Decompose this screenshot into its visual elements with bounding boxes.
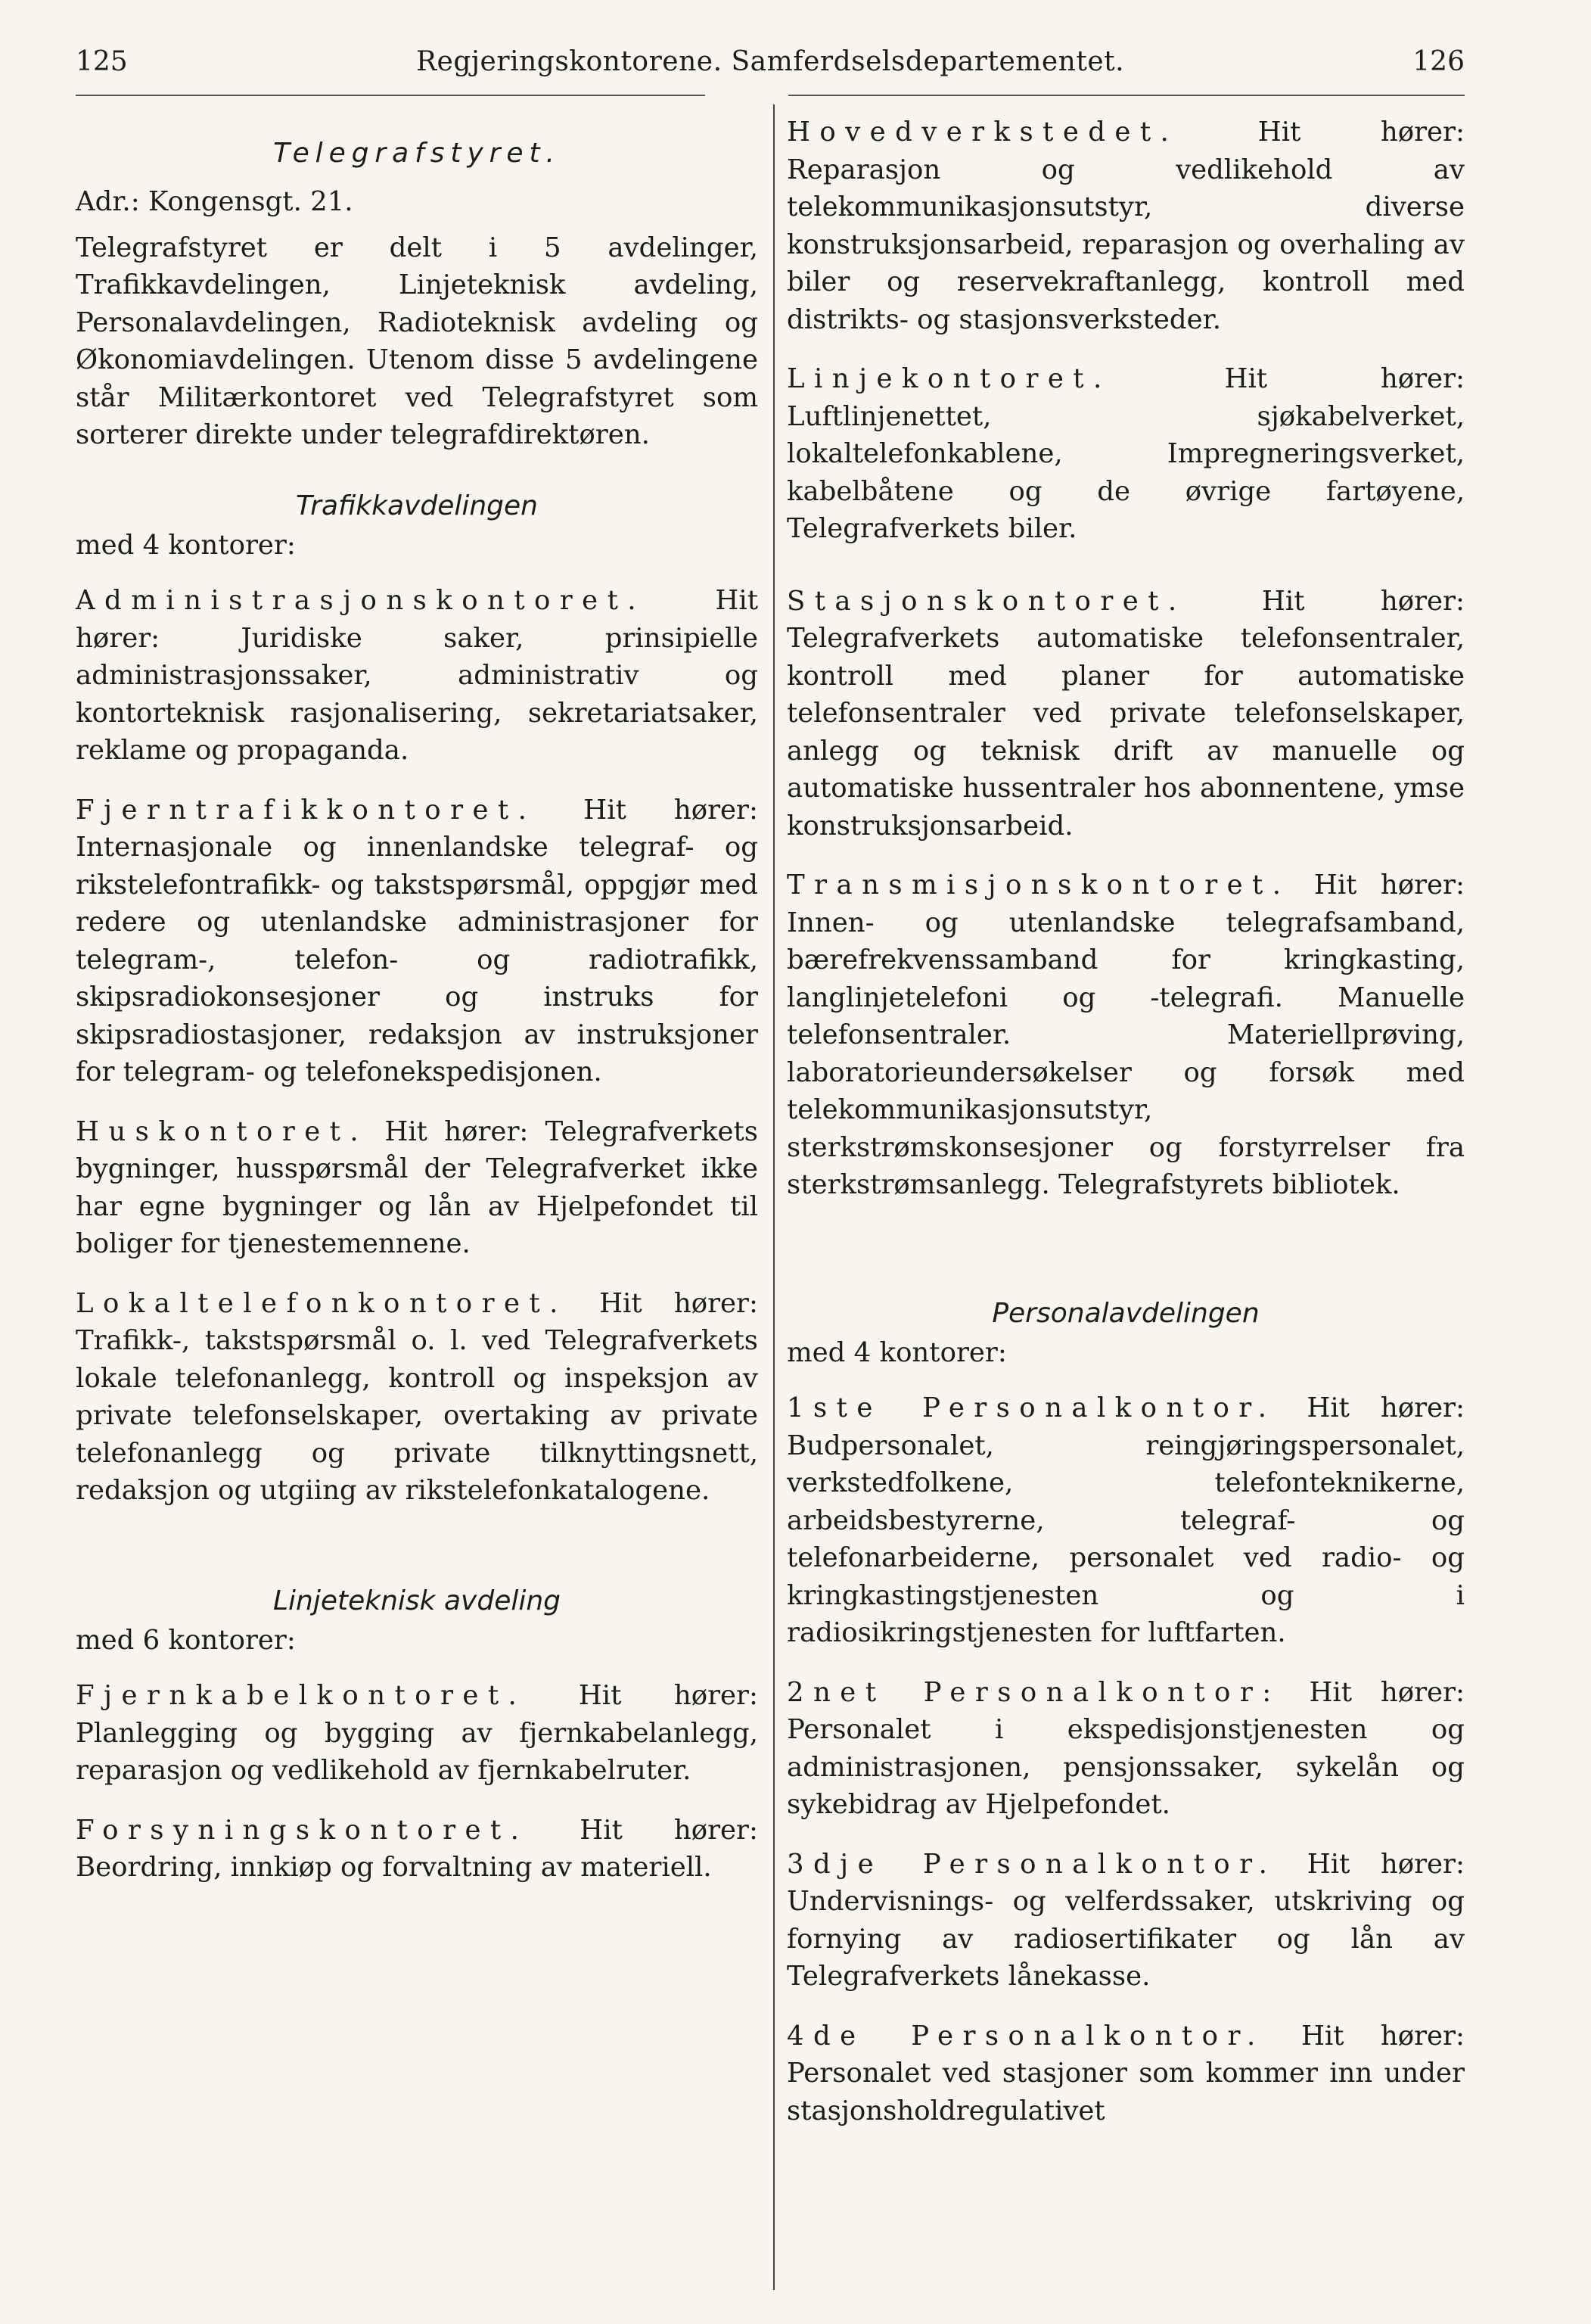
entry-text: Hit hører: Personalet i ekspedisjonstjenesten og administrasjonen, pensjonssaker, sykelån og sykebidrag av Hjelpefondet.	[787, 1676, 1465, 1820]
linje-heading: Linjeteknisk avdeling	[272, 1585, 561, 1616]
entry-transmisjonskontoret	[787, 866, 1465, 1204]
section-title: Telegrafstyret.	[273, 138, 561, 169]
entry-name: 4de Personalkontor.	[787, 2020, 1265, 2052]
address: Adr.: Kongensgt. 21.	[76, 186, 353, 217]
entry-name: Hovedverkstedet.	[787, 117, 1179, 148]
entry-name: Administrasjonskontoret.	[76, 585, 646, 616]
entry-text: Hit hører: Planlegging og bygging av fjernkabelanlegg, reparasjon og vedlikehold av fjernkabelruter.	[76, 1680, 758, 1786]
running-header	[76, 39, 1465, 85]
trafikk-subheading: med 4 kontorer:	[76, 529, 296, 561]
entry-text: Hit hører: Internasjonale og innenlandske telegraf- og rikstelefontrafikk- og takstspørsmål, oppgjør med redere og utenlandske administrasjoner for telegram-, telefon- og radiotrafikk, skipsradiokonsesjoner og instruks for skipsradiostasjoner, redaksjon av instruksjoner for telegram- og telefonekspedisjonen.	[76, 794, 758, 1087]
entry-name: 1ste Personalkontor.	[787, 1392, 1276, 1423]
page-number-left: 125	[76, 46, 128, 77]
trafikk-heading: Trafikkavdelingen	[295, 490, 538, 521]
entry-hovedverkstedet	[787, 114, 1465, 338]
header-rule-left	[76, 95, 705, 96]
entry-4de-personalkontor	[787, 2018, 1465, 2130]
entry-text: Hit hører: Juridiske saker, prinsipielle administrasjonssaker, administrativ og kontorteknisk rasjonalisering, sekretariatsaker, reklame og propaganda.	[76, 585, 758, 766]
entry-2net-personalkontor	[787, 1674, 1465, 1824]
entry-name: Fjernkabelkontoret.	[76, 1680, 527, 1711]
entry-name: 3dje Personalkontor.	[787, 1848, 1277, 1880]
entry-text: Hit hører: Undervisnings- og velferdssaker, utskriving og fornying av radiosertifikater og lån av Telegrafverkets lånekasse.	[787, 1848, 1465, 1992]
entry-name: Transmisjonskontoret.	[787, 870, 1291, 901]
entry-3dje-personalkontor	[787, 1846, 1465, 1996]
entry-administrasjonskontoret	[76, 582, 758, 770]
entry-text: Hit hører: Budpersonalet, reingjøringspersonalet, verkstedfolkene, telefonteknikerne, arbeidsbestyrerne, telegraf- og telefonarbeiderne, personalet ved radio- og kringkastingstjenesten og i radiosikringstjenesten for luftfarten.	[787, 1392, 1465, 1648]
entry-1ste-personalkontor	[787, 1389, 1465, 1652]
left-column	[76, 107, 758, 1887]
entry-text: Hit hører: Reparasjon og vedlikehold av telekommunikasjonsutstyr, diverse konstruksjonsarbeid, reparasjon og overhaling av biler og reservekraftanlegg, kontroll med distrikts- og stasjonsverksteder.	[787, 117, 1465, 335]
personal-subheading: med 4 kontorer:	[787, 1336, 1007, 1368]
entry-fjernkabelkontoret	[76, 1677, 758, 1790]
personal-heading: Personalavdelingen	[992, 1297, 1260, 1329]
header-rule-right	[788, 95, 1465, 96]
entry-name: Huskontoret.	[76, 1115, 368, 1147]
column-divider	[773, 104, 775, 2290]
entry-linjekontoret	[787, 360, 1465, 548]
entry-name: Fjerntrafikkontoret.	[76, 794, 536, 826]
running-title: Regjeringskontorene. Samferdselsdepartementet.	[415, 46, 1125, 77]
entry-forsyningskontoret	[76, 1812, 758, 1887]
page-number-right: 126	[1412, 46, 1465, 77]
entry-text: Hit hører: Beordring, innkiøp og forvaltning av materiell.	[76, 1814, 758, 1883]
entry-lokaltelefonkontoret	[76, 1285, 758, 1510]
entry-name: Linjekontoret.	[787, 363, 1111, 394]
entry-name: 2net Personalkontor:	[787, 1676, 1281, 1708]
entry-text: Hit hører: Trafikk-, takstspørsmål o. l. ved Telegrafverkets lokale telefonanlegg, kontroll og inspeksjon av private telefonselskaper, overtaking av private telefonanlegg og private tilknyttingsnett, redaksjon og utgiing av rikstelefonkatalogene.	[76, 1287, 758, 1506]
entry-text: Hit hører: Personalet ved stasjoner som kommer inn under stasjonsholdregulativet	[787, 2020, 1465, 2126]
right-column	[787, 107, 1465, 2130]
entry-huskontoret	[76, 1113, 758, 1263]
intro-paragraph: Telegrafstyret er delt i 5 avdelinger, Trafikkavdelingen, Linjeteknisk avdeling, Personalavdelingen, Radioteknisk avdeling og Økonomiavdelingen. Utenom disse 5 avdelingene står Militærkontoret ved Telegrafstyret som sorterer direkte under telegrafdirektøren.	[76, 232, 758, 450]
entry-fjerntrafikkontoret	[76, 792, 758, 1091]
entry-text: Hit hører: Telegrafverkets bygninger, husspørsmål der Telegrafverket ikke har egne bygninger og lån av Hjelpefondet til boliger for tjenestemennene.	[76, 1115, 758, 1259]
entry-text: Hit hører: Innen- og utenlandske telegrafsamband, bærefrekvenssamband for kringkasting, langlinjetelefoni og -telegrafi. Manuelle telefonsentraler. Materiellprøving, laboratorieundersøkelser og forsøk med telekommunikasjonsutstyr, sterkstrømskonsesjoner og forstyrrelser fra sterkstrømsanlegg. Telegrafstyrets bibliotek.	[787, 870, 1465, 1200]
entry-name: Lokaltelefonkontoret.	[76, 1287, 567, 1319]
entry-name: Stasjonskontoret.	[787, 585, 1186, 617]
entry-name: Forsyningskontoret.	[76, 1814, 529, 1846]
entry-stasjonskontoret	[787, 583, 1465, 845]
entry-text: Hit hører: Luftlinjenettet, sjøkabelverket, lokaltelefonkablene, Impregneringsverket, kabelbåtene og de øvrige fartøyene, Telegrafverkets biler.	[787, 363, 1465, 544]
entry-text: Hit hører: Telegrafverkets automatiske telefonsentraler, kontroll med planer for automatiske telefonsentraler ved private telefonselskaper, anlegg og teknisk drift av manuelle og automatiske hussentraler hos abonnentene, ymse konstruksjonsarbeid.	[787, 585, 1465, 842]
linje-subheading: med 6 kontorer:	[76, 1624, 296, 1656]
